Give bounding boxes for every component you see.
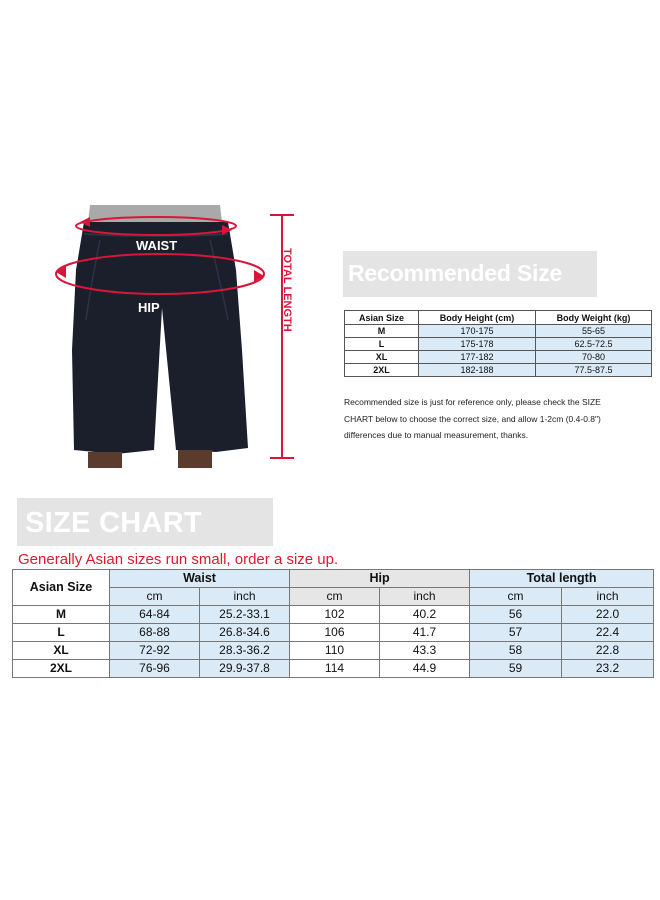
- recommended-size-header: [343, 251, 597, 297]
- note-line: CHART below to choose the correct size, and allow 1-2cm (0.4-0.8"): [344, 413, 601, 424]
- left-leg: [88, 452, 122, 468]
- value-cell: 59: [470, 660, 562, 678]
- size-warning: Generally Asian sizes run small, order a size up.: [18, 551, 339, 568]
- group-header-row: [13, 570, 654, 588]
- weight-cell: 70-80: [536, 351, 652, 364]
- value-cell: 68-88: [110, 624, 200, 642]
- size-chart-table: [12, 569, 654, 678]
- size-cell: M: [345, 325, 419, 338]
- value-cell: 56: [470, 606, 562, 624]
- header-cell: Body Height (cm): [419, 311, 536, 325]
- recommended-size-table: [344, 310, 652, 377]
- header-cell: Asian Size: [345, 311, 419, 325]
- value-cell: 106: [290, 624, 380, 642]
- asian-size-header: Asian Size: [13, 570, 110, 606]
- size-cell: XL: [345, 351, 419, 364]
- value-cell: 58: [470, 642, 562, 660]
- size-chart-title: SIZE CHART: [25, 507, 202, 539]
- value-cell: 40.2: [380, 606, 470, 624]
- table-row: [345, 338, 652, 351]
- value-cell: 28.3-36.2: [200, 642, 290, 660]
- value-cell: 41.7: [380, 624, 470, 642]
- height-cell: 170-175: [419, 325, 536, 338]
- weight-cell: 55-65: [536, 325, 652, 338]
- height-cell: 175-178: [419, 338, 536, 351]
- height-cell: 177-182: [419, 351, 536, 364]
- unit-cell: inch: [562, 588, 654, 606]
- unit-cell: inch: [200, 588, 290, 606]
- value-cell: 102: [290, 606, 380, 624]
- shorts-body: [72, 222, 248, 454]
- size-cell: 2XL: [345, 364, 419, 377]
- value-cell: 110: [290, 642, 380, 660]
- unit-cell: cm: [290, 588, 380, 606]
- size-cell: L: [345, 338, 419, 351]
- unit-cell: cm: [110, 588, 200, 606]
- right-leg: [178, 450, 212, 468]
- table-row: [13, 606, 654, 624]
- note-line: differences due to manual measurement, thanks.: [344, 430, 529, 440]
- unit-header-row: [13, 588, 654, 606]
- value-cell: 114: [290, 660, 380, 678]
- hip-header: Hip: [290, 570, 470, 588]
- table-header-row: [345, 311, 652, 325]
- recommended-size-note: [344, 394, 644, 444]
- value-cell: 43.3: [380, 642, 470, 660]
- table-row: [345, 325, 652, 338]
- table-row: [13, 624, 654, 642]
- size-cell: 2XL: [13, 660, 110, 678]
- shorts-measurement-figure: [50, 200, 310, 470]
- size-chart-header: [17, 498, 273, 546]
- weight-cell: 62.5-72.5: [536, 338, 652, 351]
- value-cell: 26.8-34.6: [200, 624, 290, 642]
- waist-header: Waist: [110, 570, 290, 588]
- note-line: Recommended size is just for reference only, please check the SIZE: [344, 397, 601, 407]
- table-row: [13, 660, 654, 678]
- size-cell: M: [13, 606, 110, 624]
- waist-label: WAIST: [136, 238, 178, 253]
- value-cell: 25.2-33.1: [200, 606, 290, 624]
- value-cell: 72-92: [110, 642, 200, 660]
- value-cell: 22.0: [562, 606, 654, 624]
- value-cell: 57: [470, 624, 562, 642]
- size-cell: XL: [13, 642, 110, 660]
- recommended-size-title: Recommended Size: [348, 260, 563, 286]
- table-row: [345, 351, 652, 364]
- total-length-label: TOTAL LENGTH: [281, 248, 293, 332]
- table-row: [13, 642, 654, 660]
- unit-cell: inch: [380, 588, 470, 606]
- value-cell: 22.8: [562, 642, 654, 660]
- weight-cell: 77.5-87.5: [536, 364, 652, 377]
- shorts-illustration: [50, 200, 310, 470]
- value-cell: 64-84: [110, 606, 200, 624]
- hip-label: HIP: [138, 300, 160, 315]
- value-cell: 23.2: [562, 660, 654, 678]
- value-cell: 76-96: [110, 660, 200, 678]
- header-cell: Body Weight (kg): [536, 311, 652, 325]
- unit-cell: cm: [470, 588, 562, 606]
- value-cell: 44.9: [380, 660, 470, 678]
- table-row: [345, 364, 652, 377]
- value-cell: 29.9-37.8: [200, 660, 290, 678]
- height-cell: 182-188: [419, 364, 536, 377]
- value-cell: 22.4: [562, 624, 654, 642]
- size-cell: L: [13, 624, 110, 642]
- total-length-header: Total length: [470, 570, 654, 588]
